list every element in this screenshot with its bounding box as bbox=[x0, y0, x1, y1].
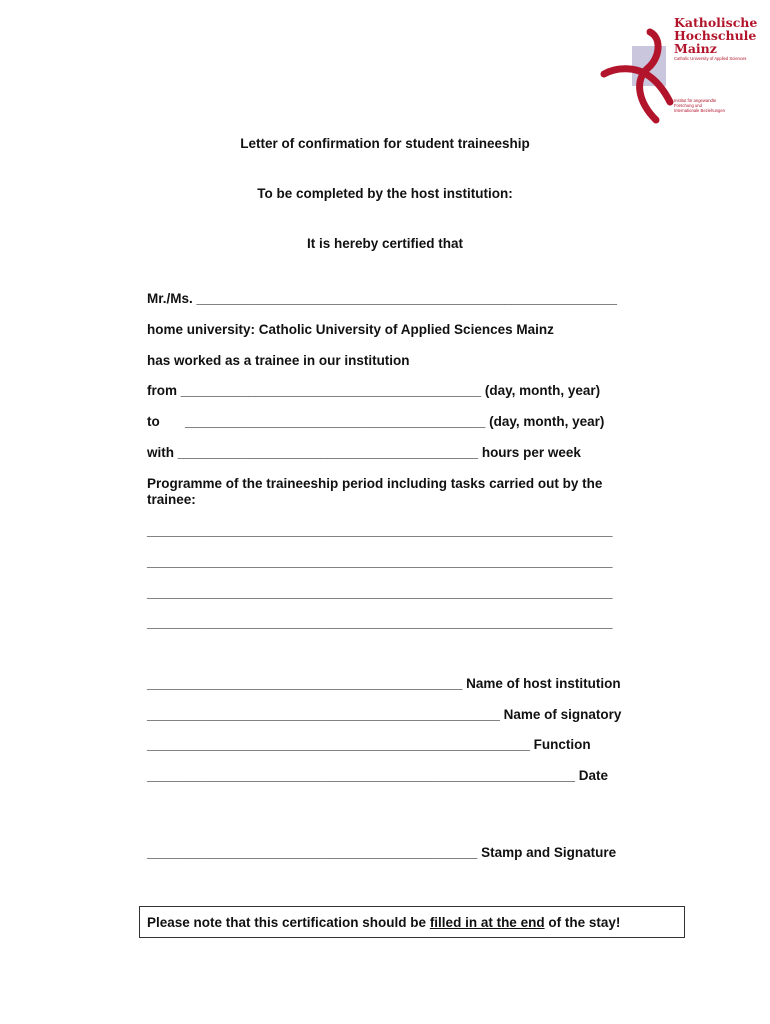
to-date-field[interactable]: ________________________________________ (day, month, year) bbox=[185, 414, 605, 429]
logo-line3: Mainz bbox=[674, 41, 717, 56]
document-title: Letter of confirmation for student traineeship bbox=[240, 136, 530, 151]
date-field[interactable]: _________________________________________________________ Date bbox=[147, 768, 608, 783]
hours-field[interactable]: with ________________________________________ hours per week bbox=[147, 445, 581, 460]
logo-institute1: Institut für angewandte bbox=[674, 98, 717, 103]
signatory-field[interactable]: _______________________________________________ Name of signatory bbox=[147, 707, 622, 722]
logo-institute2: Forschung und bbox=[674, 103, 702, 108]
certify-line: It is hereby certified that bbox=[306, 236, 464, 251]
stamp-signature-field[interactable]: ____________________________________________ Stamp and Signature bbox=[147, 845, 617, 860]
logo-line1: Katholische bbox=[674, 15, 758, 30]
programme-label-2: trainee: bbox=[147, 492, 196, 507]
document-subtitle: To be completed by the host institution: bbox=[257, 186, 513, 201]
function-field[interactable]: ___________________________________________________ Function bbox=[147, 737, 591, 752]
programme-label-1: Programme of the traineeship period including tasks carried out by the bbox=[147, 476, 603, 491]
logo-institute3: Internationale Beziehungen bbox=[674, 108, 725, 113]
home-university-line: home university: Catholic University of Applied Sciences Mainz bbox=[147, 322, 554, 337]
from-date-field[interactable]: from ________________________________________ (day, month, year) bbox=[147, 383, 601, 398]
programme-blank-2[interactable]: ______________________________________________________________ bbox=[147, 554, 613, 569]
name-field[interactable]: Mr./Ms. ________________________________________________________ bbox=[147, 291, 617, 306]
notice-after: of the stay! bbox=[544, 915, 621, 930]
programme-blank-3[interactable]: ______________________________________________________________ bbox=[147, 585, 613, 600]
worked-line: has worked as a trainee in our institution bbox=[147, 353, 410, 368]
logo-tagline: Catholic University of Applied Sciences bbox=[674, 56, 747, 61]
host-institution-field[interactable]: __________________________________________ Name of host institution bbox=[147, 676, 621, 691]
logo-line2: Hochschule bbox=[674, 28, 757, 43]
programme-blank-1[interactable]: ______________________________________________________________ bbox=[147, 523, 613, 538]
notice-before: Please note that this certification should be bbox=[147, 915, 430, 930]
notice-text bbox=[147, 915, 620, 930]
university-logo bbox=[598, 10, 758, 130]
notice-box bbox=[139, 906, 685, 938]
logo-mark-icon bbox=[598, 10, 678, 130]
to-label: to bbox=[147, 414, 160, 429]
programme-blank-4[interactable]: ______________________________________________________________ bbox=[147, 615, 613, 630]
notice-emphasis: filled in at the end bbox=[429, 915, 545, 930]
